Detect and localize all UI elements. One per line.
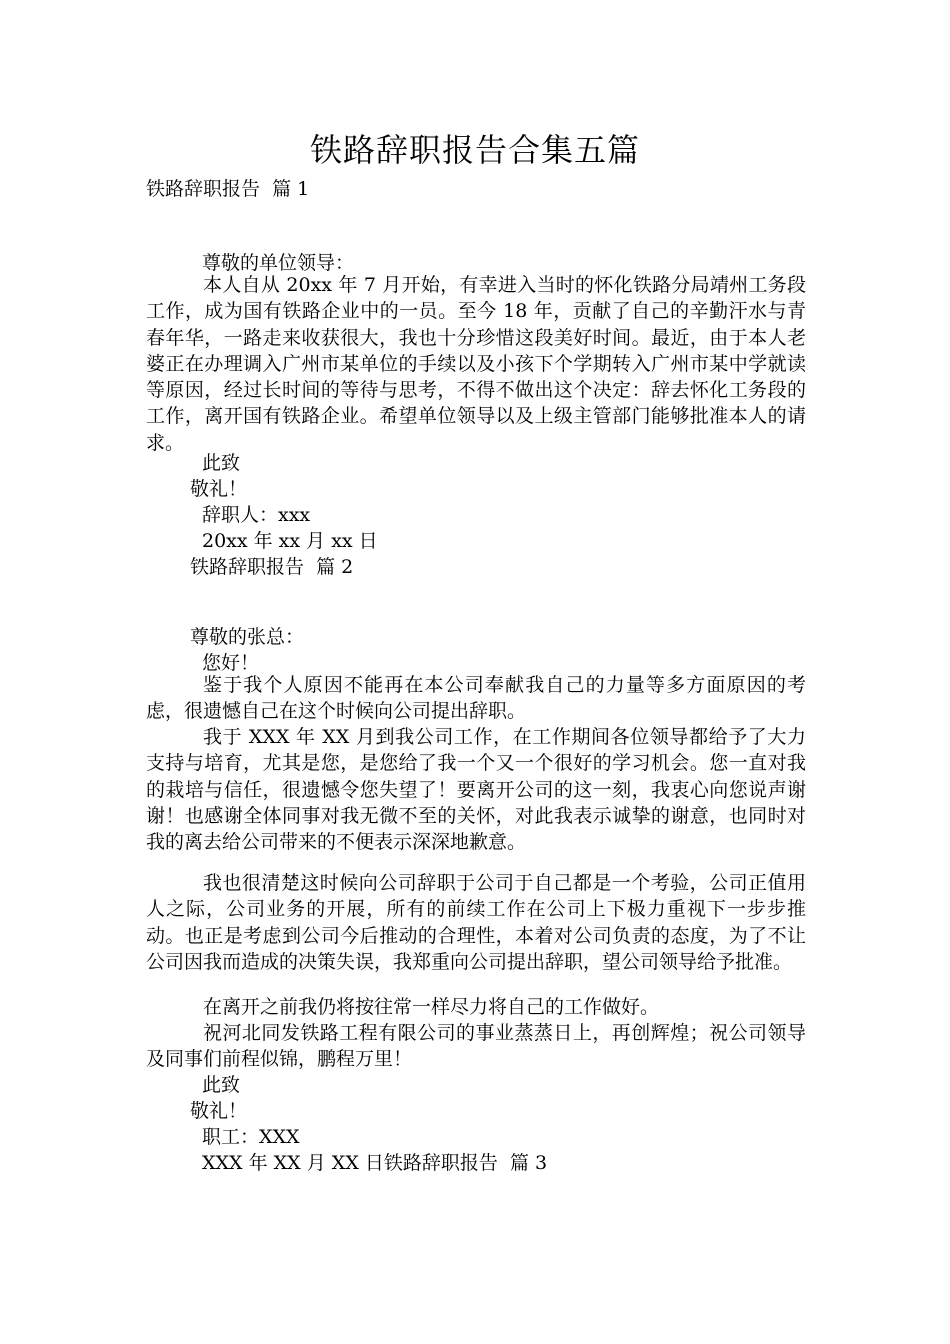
section-2-paragraph-4: 在离开之前我仍将按往常一样尽力将自己的工作做好。 [203,996,660,1018]
section-2-paragraph-1: 鉴于我个人原因不能再在本公司奉献我自己的力量等多方面原因的考虑，很遗憾自己在这个时候向公司提出辞职。 [146,674,806,723]
section-2-closing-jingli: 敬礼！ [190,1100,248,1122]
section-2-greeting: 您好！ [202,652,260,674]
section-2-paragraph-5: 祝河北同发铁路工程有限公司的事业蒸蒸日上，再创辉煌；祝公司领导及同事们前程似锦，鹏程万里！ [146,1022,806,1071]
section-2-signer: 职工：XXX [202,1126,300,1148]
section-1-heading: 铁路辞职报告 篇 1 [146,178,310,200]
section-1-closing-cizhi: 此致 [202,452,241,474]
section-2-date-and-section-3-heading: XXX 年 XX 月 XX 日铁路辞职报告 篇 3 [202,1152,548,1174]
section-1-salutation: 尊敬的单位领导： [202,252,355,274]
section-1-signer: 辞职人：xxx [202,504,311,526]
section-2-salutation: 尊敬的张总： [190,626,305,648]
section-1-date: 20xx 年 xx 月 xx 日 [202,530,378,552]
section-2-heading: 铁路辞职报告 篇 2 [190,556,354,578]
section-2-closing-cizhi: 此致 [202,1074,241,1096]
section-2-paragraph-2: 我于 XXX 年 XX 月到我公司工作，在工作期间各位领导都给予了大力支持与培育，尤其是您，是您给了我一个又一个很好的学习机会。您一直对我的栽培与信任，很遗憾令您失望了！要离开公司的这一刻，我衷心向您说声谢谢！也感谢全体同事对我无微不至的关怀，对此我表示诚挚的谢意，也同时对我的离去给公司带来的不便表示深深地歉意。 [146,726,806,854]
section-1-body: 本人自从 20xx 年 7 月开始，有幸进入当时的怀化铁路分局靖州工务段工作，成为国有铁路企业中的一员。至今 18 年，贡献了自己的辛勤汗水与青春年华，一路走来收获很大，我也十分珍惜这段美好时间。最近，由于本人老婆正在办理调入广州市某单位的手续以及小孩下个学期转入广州市某中学就读等原因，经过长时间的等待与思考，不得不做出这个决定：辞去怀化工务段的工作，离开国有铁路企业。希望单位领导以及上级主管部门能够批准本人的请求。 [146,274,806,454]
section-1-closing-jingli: 敬礼！ [190,478,248,500]
section-2-paragraph-3: 我也很清楚这时候向公司辞职于公司于自己都是一个考验，公司正值用人之际，公司业务的开展，所有的前续工作在公司上下极力重视下一步步推动。也正是考虑到公司今后推动的合理性，本着对公司负责的态度，为了不让公司因我而造成的决策失误，我郑重向公司提出辞职，望公司领导给予批准。 [146,872,806,973]
document-title: 铁路辞职报告合集五篇 [309,131,640,169]
